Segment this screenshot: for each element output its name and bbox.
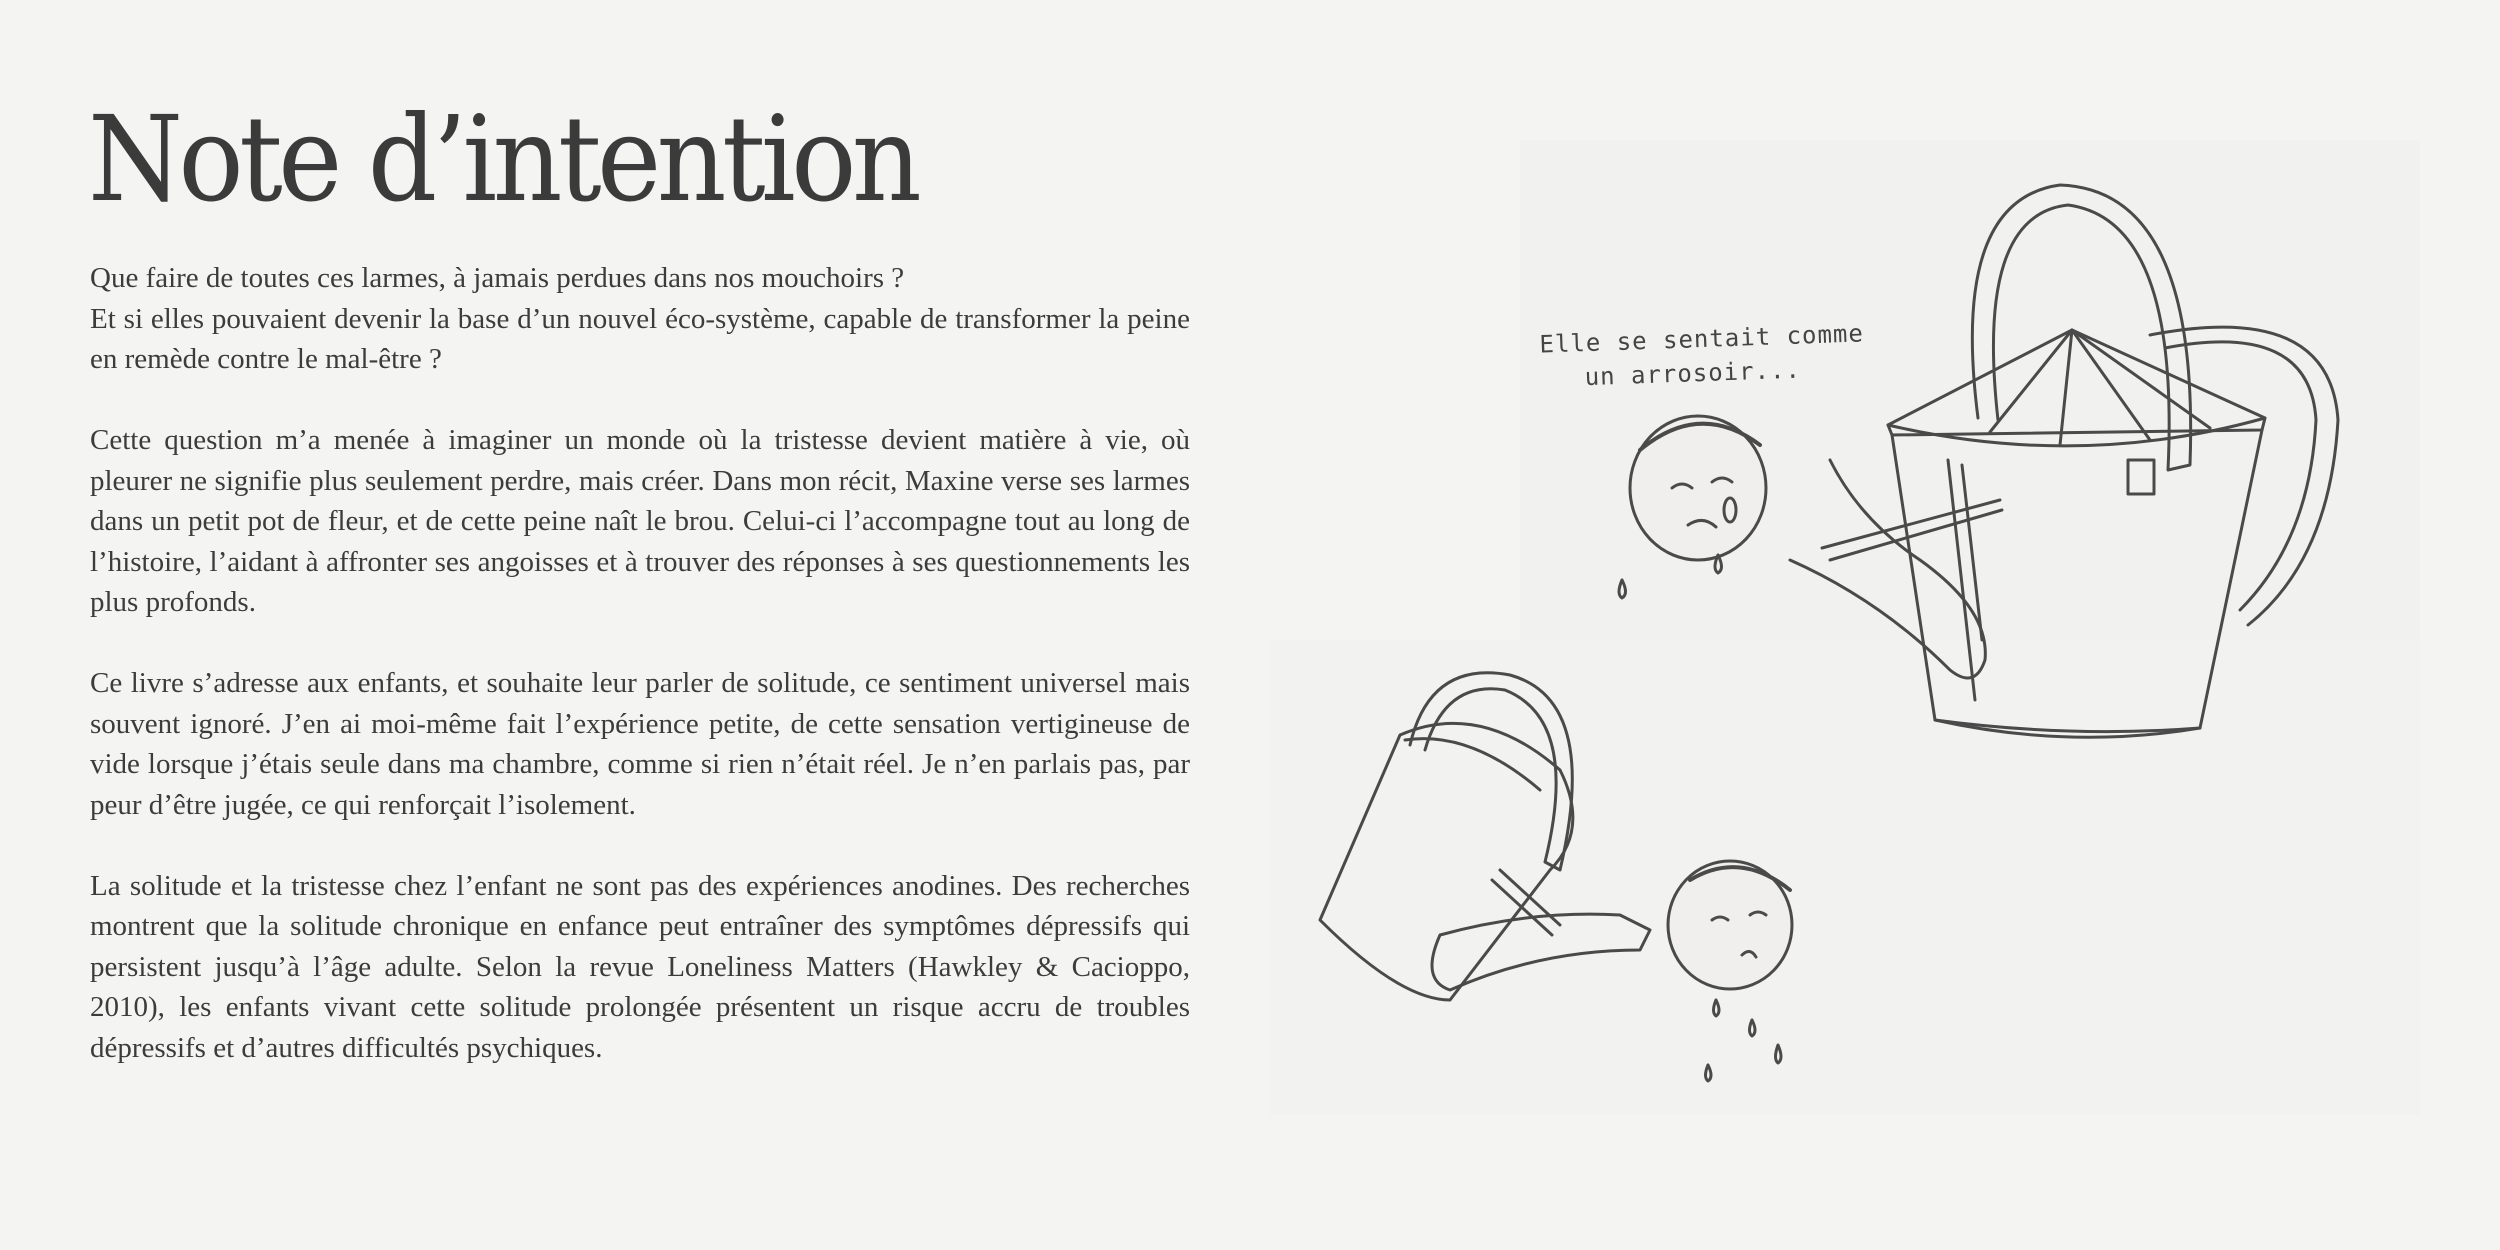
big-watering-can (1888, 185, 2338, 737)
paragraph-4: La solitude et la tristesse chez l’enfant ne sont pas des expériences anodines. Des recherches montrent que la solitude chronique en enfance peut entraîner des symptômes dépressifs qui persistent jusqu’à l’âge adulte. Selon la revue Loneliness Matters (Hawkley & Cacioppo, 2010), les enfants vivant cette solitude prolongée présentent un risque accru de troubles dépressifs et d’autres difficultés psychiques. (90, 869, 1190, 1064)
crying-face-spout (1619, 416, 2002, 678)
caption-line: un arrosoir... (1584, 355, 1802, 392)
paragraph-line: Que faire de toutes ces larmes, à jamais perdues dans nos mouchoirs ? (90, 262, 905, 294)
paragraph-line: Et si elles pouvaient devenir la base d’un nouvel éco-système, capable de transformer la peine en remède contre le mal-être ? (90, 302, 1190, 375)
page-title: Note d’intention (88, 90, 918, 228)
paragraph-2: Cette question m’a menée à imaginer un monde où la tristesse devient matière à vie, où pleurer ne signifie plus seulement perdre, mais créer. Dans mon récit, Maxine verse ses larmes dans un petit pot de fleur, et de cette peine naît le brou. Celui-ci l’accompagne tout au long de l’histoire, l’aidant à affronter ses angoisses et à trouver des réponses à ses questionnements les plus profonds. (90, 424, 1190, 618)
small-watering-can (1320, 673, 1792, 1081)
paragraph-3: Ce livre s’adresse aux enfants, et souhaite leur parler de solitude, ce sentiment universel mais souvent ignoré. J’en ai moi-même fait l’expérience petite, de cette sensation vertigineuse de vide lorsque j’étais seule dans ma chambre, comme si rien n’était réel. Je n’en parlais pas, par peur d’être jugée, ce qui renforçait l’isolement. (90, 667, 1190, 821)
caption-line: Elle se sentait comme (1539, 319, 1865, 359)
